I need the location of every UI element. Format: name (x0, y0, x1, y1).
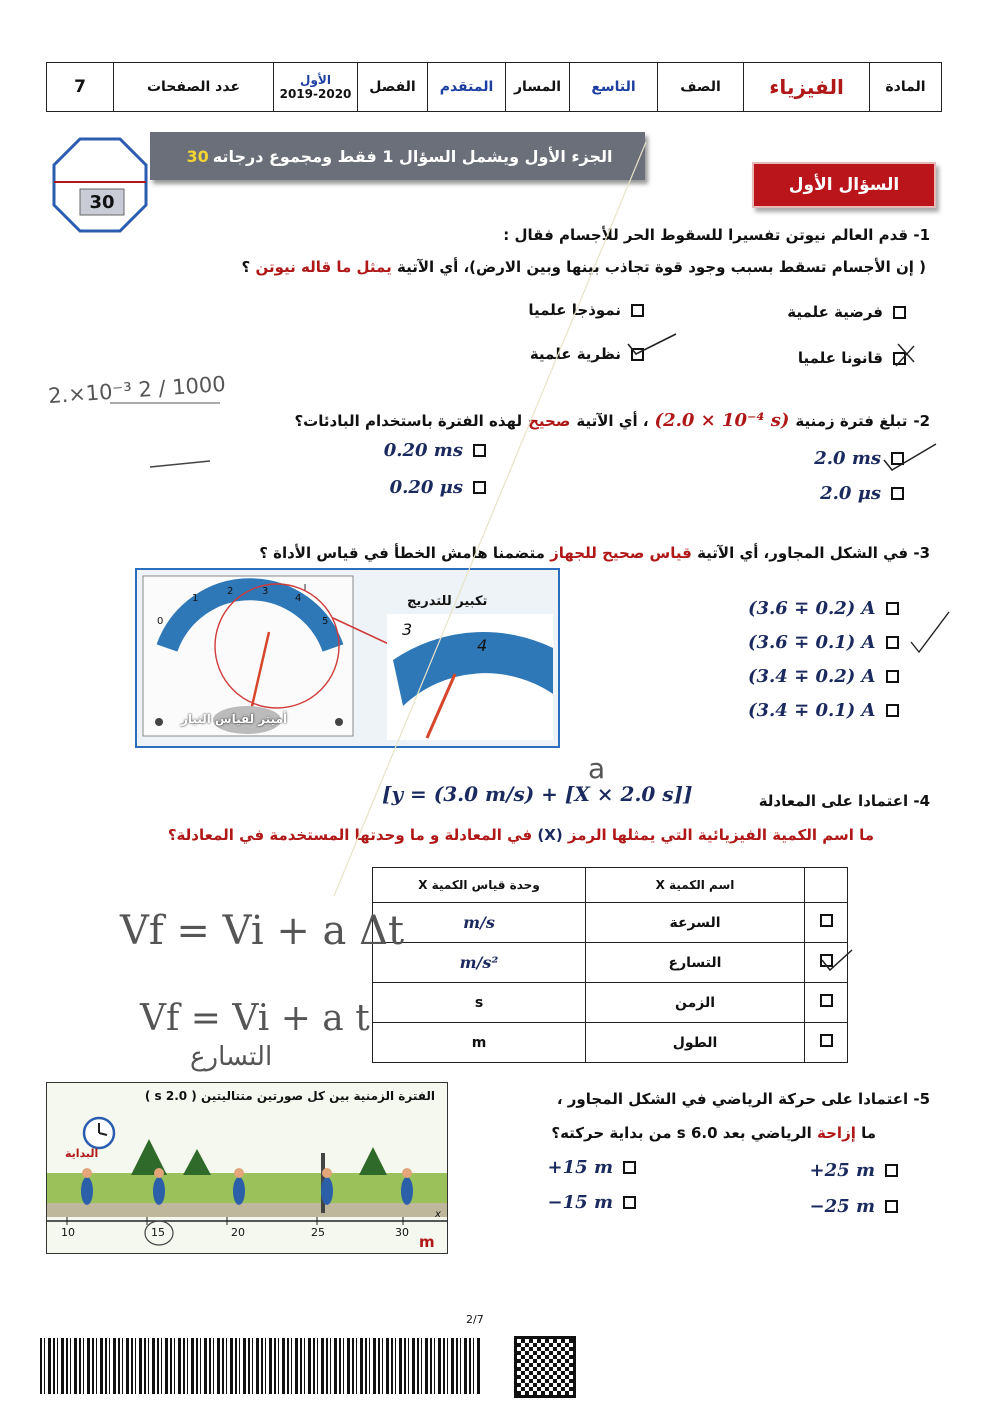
q4-equation: [y = (3.0 m/s) + [X × 2.0 s]] (382, 782, 693, 806)
q5-option-c[interactable] (810, 1196, 898, 1217)
quantity-name: السرعة (586, 903, 805, 943)
q2-value: (2.0 × 10⁻⁴ s) (654, 410, 790, 431)
checkbox[interactable] (820, 1034, 833, 1047)
figure-caption: الفترة الزمنية بين كل صورتين متتاليتين ( 2.0 s ) (144, 1089, 435, 1103)
checkbox[interactable] (623, 1196, 636, 1209)
q5-option-b[interactable] (548, 1157, 636, 1178)
cross-mark-icon (884, 340, 924, 370)
scale-tick-1: 1 (192, 593, 199, 604)
option-label: +15 m (547, 1157, 613, 1178)
track-value: المتقدم (427, 63, 505, 111)
q1-number: 1- (913, 226, 930, 244)
header-table (46, 62, 942, 112)
quantity-name: الطول (586, 1023, 805, 1063)
scale-tick-2: 2 (227, 586, 234, 597)
option-label: 2.0 ms (814, 448, 881, 469)
checkbox[interactable] (893, 306, 906, 319)
axis-tick-25: 25 (311, 1226, 325, 1239)
checkbox-column-header (805, 868, 848, 903)
q4-question-highlight: ما وحدتها (354, 826, 425, 844)
scale-tick-5: 5 (322, 616, 329, 627)
q3-option-d[interactable] (748, 700, 899, 721)
handwritten-a: a (588, 752, 606, 785)
checkbox[interactable] (886, 602, 899, 615)
handwritten-equation-1: Vf = Vi + a Δt (120, 908, 405, 954)
table-row[interactable] (373, 983, 848, 1023)
q1-text: قدم العالم نيوتن تفسيرا للسقوط الحر للأجسام فقال : (503, 226, 909, 244)
axis-tick-20: 20 (231, 1226, 245, 1239)
q1-quote-text: ( إن الأجسام تسقط بسبب وجود قوة تجاذب بينها وبين الارض)، أي الآتية (396, 258, 926, 276)
checkbox[interactable] (623, 1161, 636, 1174)
barcode (40, 1338, 482, 1394)
checkbox-cell[interactable] (805, 1023, 848, 1063)
q4-number: 4- (913, 792, 930, 810)
axis-unit: m (419, 1233, 435, 1251)
handwritten-equation-2: Vf = Vi + a t (140, 998, 370, 1039)
grade-value: التاسع (569, 63, 657, 111)
zoom-label: تكبير للتدريج (407, 594, 488, 609)
q5-highlight: إزاحة (817, 1124, 856, 1142)
term-label: الفصل (357, 63, 427, 111)
q2-text-end: لهذه الفترة باستخدام البادئات؟ (294, 411, 523, 430)
checkbox[interactable] (886, 670, 899, 683)
q5-text: اعتمادا على حركة الرياضي في الشكل المجاور ، (556, 1090, 909, 1108)
q1-quote-highlight: يمثل ما قاله نيوتن (255, 258, 392, 276)
score-badge-frame (52, 137, 148, 233)
quantity-name: الزمن (586, 983, 805, 1023)
option-label: (3.4 ∓ 0.2) A (748, 666, 876, 687)
axis-x-label: x (435, 1209, 441, 1220)
runner-scene (47, 1083, 447, 1253)
quantity-unit: m/s (373, 903, 586, 943)
q2-option-c[interactable] (820, 483, 904, 504)
q4-stem (759, 792, 930, 810)
checkbox[interactable] (885, 1200, 898, 1213)
option-label: +25 m (809, 1160, 875, 1181)
scale-tick-0: 0 (157, 616, 164, 627)
q2-text-start: تبلغ فترة زمنية (795, 411, 908, 430)
checkbox[interactable] (891, 487, 904, 500)
option-label: 0.20 ms (383, 440, 463, 461)
option-label: نموذجا علميا (528, 301, 621, 319)
track-label: المسار (505, 63, 569, 111)
option-label: 2.0 μs (820, 483, 881, 504)
start-label: البداية (65, 1147, 99, 1160)
option-label: (3.6 ∓ 0.2) A (748, 598, 876, 619)
zoom-tick-3: 3 (402, 620, 413, 639)
option-label: (3.6 ∓ 0.1) A (748, 632, 876, 653)
option-label: −25 m (809, 1196, 875, 1217)
runner-figure (46, 1082, 448, 1254)
checkmark-icon (905, 608, 955, 658)
q3-option-b[interactable] (748, 632, 899, 653)
score-badge: 30 (89, 191, 115, 213)
checkbox-cell[interactable] (805, 903, 848, 943)
q5-option-d[interactable] (548, 1192, 636, 1213)
q4-question-mid: في المعادلة و (430, 826, 533, 844)
term-year: 2019-2020 (279, 87, 352, 101)
q4-question-end: المستخدمة في المعادلة؟ (167, 826, 350, 844)
table-row[interactable] (373, 1023, 848, 1063)
subject-label: المادة (869, 63, 941, 111)
banner-text: الجزء الأول ويشمل السؤال 1 فقط ومجموع درجاته (212, 146, 613, 166)
q2-number: 2- (913, 411, 930, 430)
q4-symbol: (X) (537, 826, 563, 844)
quantity-name: التسارع (586, 943, 805, 983)
term-name: الأول (300, 73, 331, 87)
checkbox[interactable] (886, 704, 899, 717)
stray-pencil-line (330, 140, 650, 900)
pages-value: 7 (74, 77, 86, 97)
page-number: 2/7 (466, 1313, 484, 1326)
q5-number: 5- (913, 1090, 930, 1108)
banner-marks: 30 (186, 146, 209, 166)
q1-option-a[interactable] (787, 303, 906, 321)
handwritten-word: التسارع (190, 1042, 273, 1072)
option-label: −15 m (547, 1192, 613, 1213)
q2-highlight: صحيح (528, 411, 571, 430)
section-title: السؤال الأول (752, 162, 936, 208)
grade-label: الصف (657, 63, 743, 111)
checkbox-cell[interactable] (805, 983, 848, 1023)
subject-value: الفيزياء (743, 63, 869, 111)
qr-code (514, 1336, 576, 1398)
option-label: (3.4 ∓ 0.1) A (748, 700, 876, 721)
option-label: فرضية علمية (787, 303, 883, 321)
table-row[interactable] (373, 903, 848, 943)
quantity-unit: m (373, 1023, 586, 1063)
q4-question-start: ما اسم الكمية الفيزيائية التي يمثلها الرمز (567, 826, 874, 844)
q3-option-a[interactable] (748, 598, 899, 619)
quantity-unit: m/s² (373, 943, 586, 983)
q3-highlight-device: للجهاز (550, 544, 597, 562)
axis-tick-15: 15 (151, 1226, 165, 1239)
q1-quote-end: ؟ (241, 258, 251, 276)
scale-tick-4: 4 (295, 593, 302, 604)
axis-tick-30: 30 (395, 1226, 409, 1239)
q5-question-start: ما (861, 1124, 876, 1142)
checkbox[interactable] (886, 636, 899, 649)
q3-highlight: قياس صحيح (602, 544, 692, 562)
handwritten-lines (90, 395, 270, 475)
option-label: قانونا علميا (797, 349, 883, 367)
option-label: 0.20 μs (389, 477, 463, 498)
option-label: نظرية علمية (529, 345, 621, 363)
q5-question-end: الرياضي بعد 6.0 s من بداية حركته؟ (551, 1124, 812, 1142)
checkmark-icon (870, 440, 940, 474)
q5-option-a[interactable] (810, 1160, 898, 1181)
zoom-tick-4: 4 (477, 636, 488, 655)
q3-text-start: في الشكل المجاور، أي الآتية (697, 544, 909, 562)
column-header-name: اسم الكمية X (586, 868, 805, 903)
quantity-unit: s (373, 983, 586, 1023)
q2-text-mid: ، أي الآتية (576, 411, 649, 430)
term-value (273, 63, 357, 111)
column-header-unit: وحدة قياس الكمية X (373, 868, 586, 903)
q3-option-c[interactable] (748, 666, 899, 687)
checkbox[interactable] (820, 914, 833, 927)
scale-tick-3: 3 (262, 586, 269, 597)
checkbox[interactable] (885, 1164, 898, 1177)
meter-label: أميتر لقياس التيار (181, 712, 288, 726)
q5-stem (557, 1090, 930, 1108)
q4-text: اعتمادا على المعادلة (758, 792, 909, 810)
axis-tick-10: 10 (61, 1226, 75, 1239)
checkmark-icon (816, 946, 856, 976)
q5-question (551, 1124, 876, 1142)
q3-number: 3- (913, 544, 930, 562)
pages-label: عدد الصفحات (113, 63, 273, 111)
handwritten-calc: 2.×10⁻³ 2 / 1000 (47, 371, 227, 409)
checkbox[interactable] (820, 994, 833, 1007)
table-row[interactable] (373, 943, 848, 983)
q3-text-end: متضمنا هامش الخطأ في قياس الأداة ؟ (259, 544, 545, 562)
